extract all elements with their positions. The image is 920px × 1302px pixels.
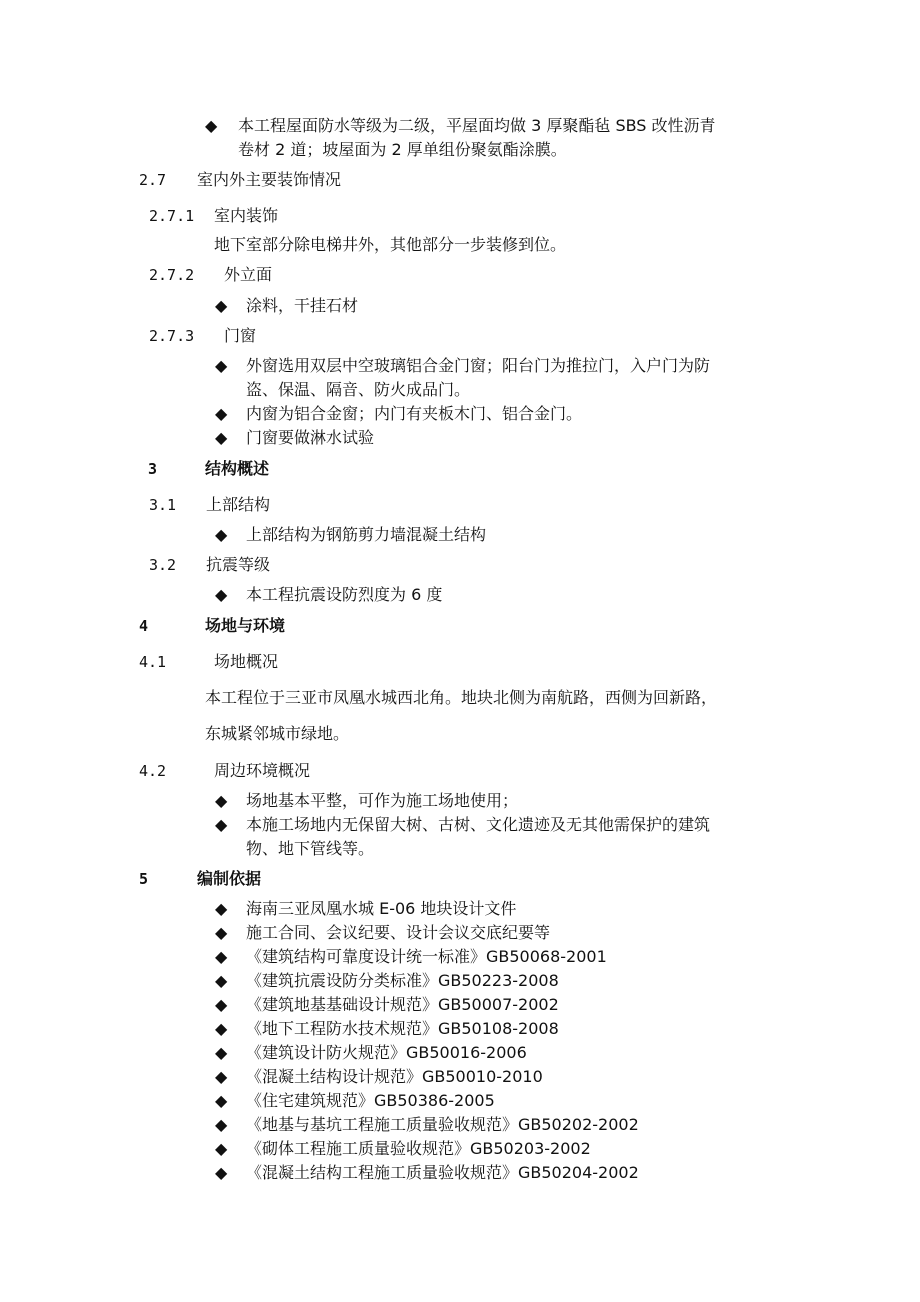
list-item: 上部结构为钢筋剪力墙混凝土结构	[246, 525, 487, 544]
bullet-icon: ◆	[215, 585, 228, 604]
bullet-icon: ◆	[215, 404, 228, 423]
subsection-number: 4.1	[139, 653, 167, 671]
bullet-icon: ◆	[215, 525, 228, 544]
reference-item: 《混凝土结构工程施工质量验收规范》GB50204-2002	[246, 1163, 639, 1182]
section-number: 4	[139, 617, 149, 635]
subsection-title: 外立面	[224, 265, 273, 284]
subsection-title: 周边环境概况	[214, 761, 311, 780]
subsection-number: 2.7.2	[149, 266, 195, 284]
section-number: 3	[148, 460, 158, 478]
list-item-line2: 盗、保温、隔音、防火成品门。	[246, 380, 471, 399]
reference-item: 《建筑抗震设防分类标准》GB50223-2008	[246, 971, 559, 990]
paragraph: 地下室部分除电梯井外，其他部分一步装修到位。	[214, 235, 567, 254]
bullet-icon: ◆	[215, 1139, 228, 1158]
bullet-icon: ◆	[215, 995, 228, 1014]
bullet-icon: ◆	[215, 1163, 228, 1182]
reference-item: 《地下工程防水技术规范》GB50108-2008	[246, 1019, 559, 1038]
list-item: 内窗为铝合金窗；内门有夹板木门、铝合金门。	[246, 404, 583, 423]
subsection-number: 4.2	[139, 762, 167, 780]
subsection-title: 门窗	[224, 326, 257, 345]
bullet-icon: ◆	[215, 428, 228, 447]
bullet-icon: ◆	[215, 1091, 228, 1110]
list-item-line1: 本施工场地内无保留大树、古树、文化遗迹及无其他需保护的建筑	[246, 815, 711, 834]
subsection-title: 上部结构	[206, 495, 271, 514]
subsection-number: 2.7.3	[149, 327, 195, 345]
roof-text-line1: 本工程屋面防水等级为二级，平屋面均做 3 厚聚酯毡 SBS 改性沥青	[238, 116, 716, 135]
subsection-title: 场地概况	[214, 652, 279, 671]
bullet-icon: ◆	[215, 1067, 228, 1086]
section-number: 5	[139, 870, 149, 888]
list-item-line1: 外窗选用双层中空玻璃铝合金门窗；阳台门为推拉门，入户门为防	[246, 356, 711, 375]
reference-item: 《住宅建筑规范》GB50386-2005	[246, 1091, 495, 1110]
bullet-icon: ◆	[215, 791, 228, 810]
subsection-number: 2.7.1	[149, 207, 195, 225]
reference-item: 《砌体工程施工质量验收规范》GB50203-2002	[246, 1139, 591, 1158]
section-number: 2.7	[139, 171, 167, 189]
bullet-icon: ◆	[215, 296, 228, 315]
paragraph-line2: 东城紧邻城市绿地。	[205, 724, 350, 743]
section-title: 场地与环境	[205, 616, 286, 635]
roof-text-line2: 卷材 2 道；坡屋面为 2 厚单组份聚氨酯涂膜。	[238, 140, 567, 159]
bullet-icon: ◆	[215, 923, 228, 942]
bullet-icon: ◆	[215, 971, 228, 990]
list-item: 门窗要做淋水试验	[246, 428, 375, 447]
reference-item: 《建筑设计防火规范》GB50016-2006	[246, 1043, 527, 1062]
bullet-icon: ◆	[215, 947, 228, 966]
subsection-title: 室内装饰	[214, 206, 279, 225]
list-item: 场地基本平整，可作为施工场地使用；	[246, 791, 519, 810]
bullet-icon: ◆	[215, 899, 228, 918]
section-title: 室内外主要装饰情况	[197, 170, 342, 189]
reference-item: 《建筑结构可靠度设计统一标准》GB50068-2001	[246, 947, 607, 966]
section-title: 结构概述	[205, 459, 270, 478]
subsection-number: 3.1	[149, 496, 177, 514]
bullet-icon: ◆	[215, 1115, 228, 1134]
bullet-icon: ◆	[215, 356, 228, 375]
bullet-icon: ◆	[205, 116, 218, 135]
bullet-icon: ◆	[215, 815, 228, 834]
reference-item: 《地基与基坑工程施工质量验收规范》GB50202-2002	[246, 1115, 639, 1134]
reference-item: 施工合同、会议纪要、设计会议交底纪要等	[246, 923, 551, 942]
reference-item: 《混凝土结构设计规范》GB50010-2010	[246, 1067, 543, 1086]
section-title: 编制依据	[197, 869, 262, 888]
paragraph-line1: 本工程位于三亚市凤凰水城西北角。地块北侧为南航路，西侧为回新路，	[205, 688, 718, 707]
subsection-title: 抗震等级	[206, 555, 271, 574]
bullet-icon: ◆	[215, 1019, 228, 1038]
list-item-line2: 物、地下管线等。	[246, 839, 375, 858]
reference-item: 海南三亚凤凰水城 E-06 地块设计文件	[246, 899, 517, 918]
list-item: 涂料，干挂石材	[246, 296, 359, 315]
bullet-icon: ◆	[215, 1043, 228, 1062]
list-item: 本工程抗震设防烈度为 6 度	[246, 585, 443, 604]
subsection-number: 3.2	[149, 556, 177, 574]
reference-item: 《建筑地基基础设计规范》GB50007-2002	[246, 995, 559, 1014]
